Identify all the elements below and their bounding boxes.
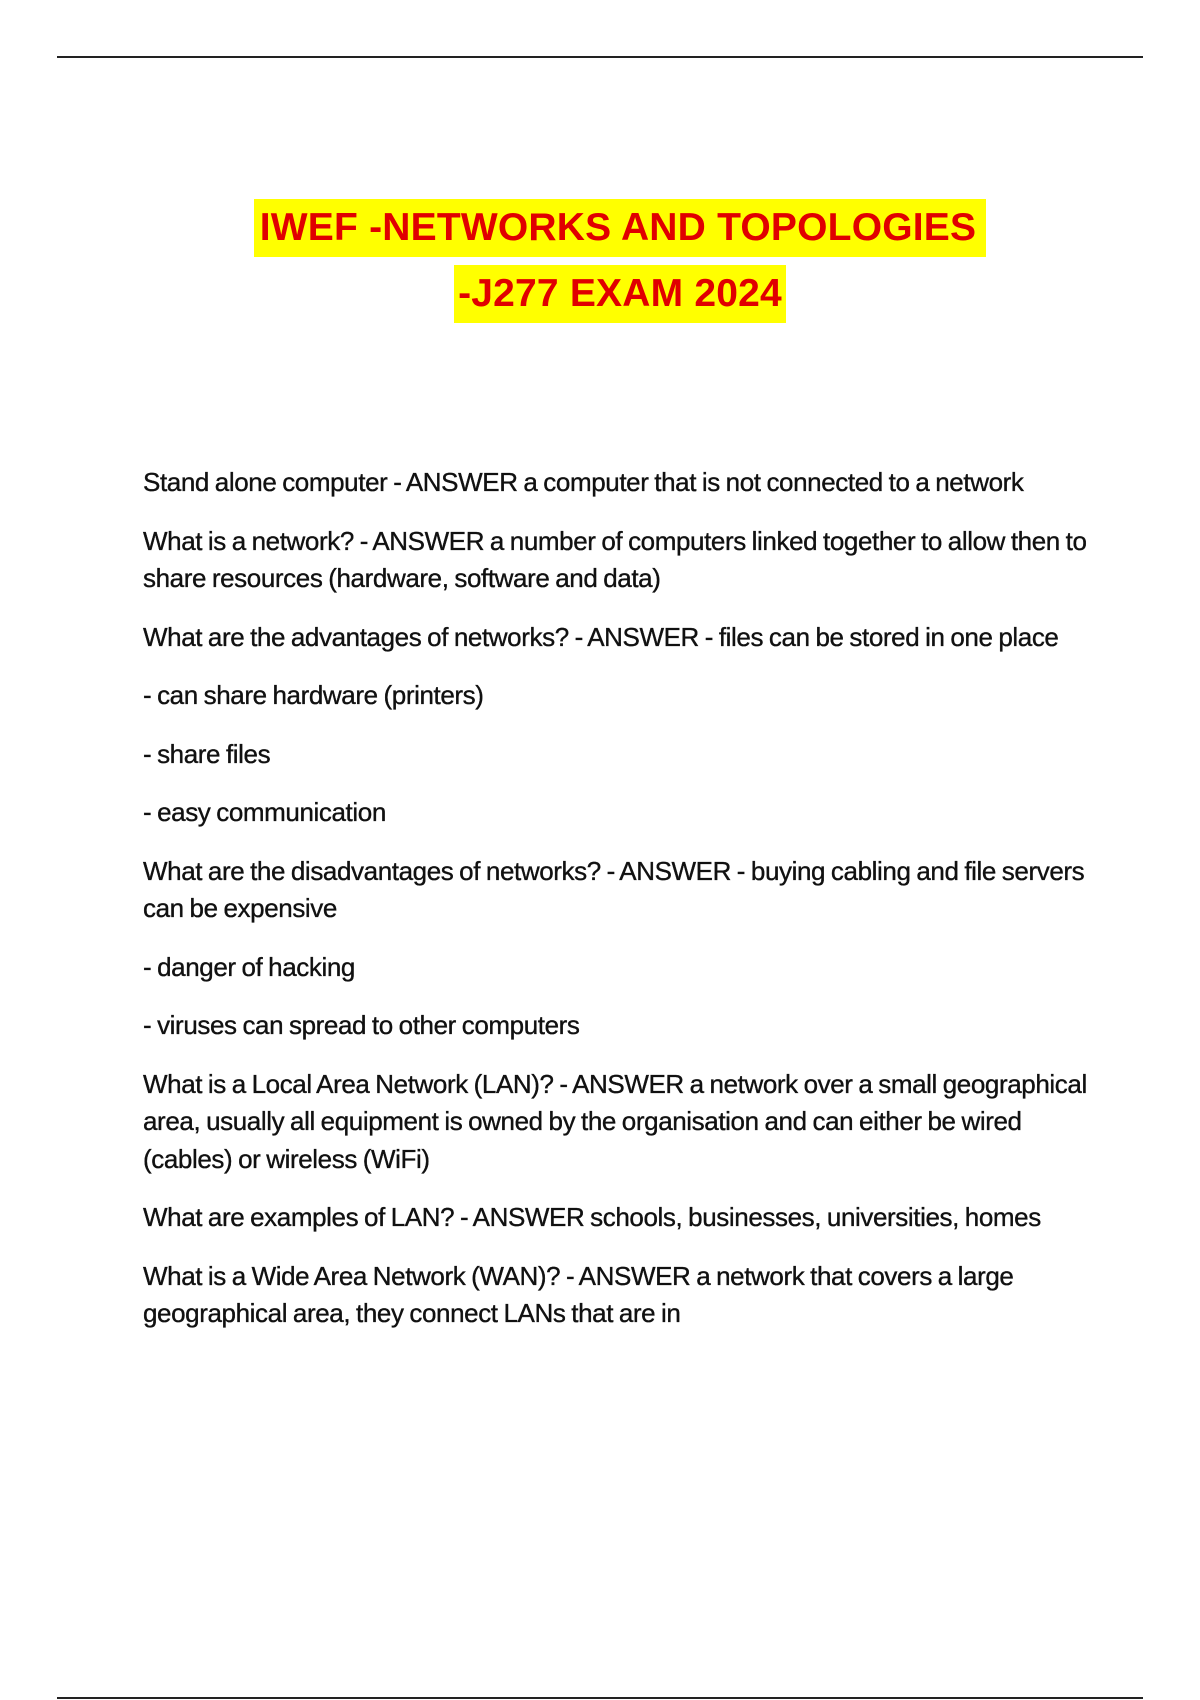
- qa-stand-alone-computer: Stand alone computer - ANSWER a computer that is not connected to a network: [143, 467, 1024, 497]
- qa-what-is-wan: What is a Wide Area Network (WAN)? - ANSWER a network that covers a large geographical area, they connect LANs that are in: [143, 1260, 1014, 1328]
- title-line-2: -J277 EXAM 2024: [454, 265, 786, 323]
- bullet-share-hardware: - can share hardware (printers): [143, 680, 484, 710]
- qa-what-is-lan: What is a Local Area Network (LAN)? - ANSWER a network over a small geographical area, usually all equipment is owned by the organisation and can either be wired (cables) or wireless (WiFi): [143, 1068, 1087, 1174]
- qa-what-is-network: What is a network? - ANSWER a number of computers linked together to allow then to share resources (hardware, software and data): [143, 525, 1087, 593]
- qa-disadvantages: What are the disadvantages of networks? - ANSWER - buying cabling and file servers can be expensive: [143, 855, 1085, 923]
- top-rule: [57, 56, 1143, 58]
- bullet-viruses-spread: - viruses can spread to other computers: [143, 1010, 580, 1040]
- document-body: [143, 464, 1103, 1354]
- bullet-share-files: - share files: [143, 738, 271, 769]
- bullet-danger-hacking: - danger of hacking: [143, 951, 355, 982]
- qa-examples-of-lan: What are examples of LAN? - ANSWER schools, businesses, universities, homes: [143, 1202, 1041, 1232]
- bottom-rule: [57, 1697, 1143, 1699]
- document-title: [0, 199, 1200, 323]
- qa-advantages: What are the advantages of networks? - ANSWER - files can be stored in one place: [143, 621, 1059, 652]
- title-line-1: IWEF -NETWORKS AND TOPOLOGIES: [254, 199, 986, 257]
- bullet-easy-communication: - easy communication: [143, 797, 386, 827]
